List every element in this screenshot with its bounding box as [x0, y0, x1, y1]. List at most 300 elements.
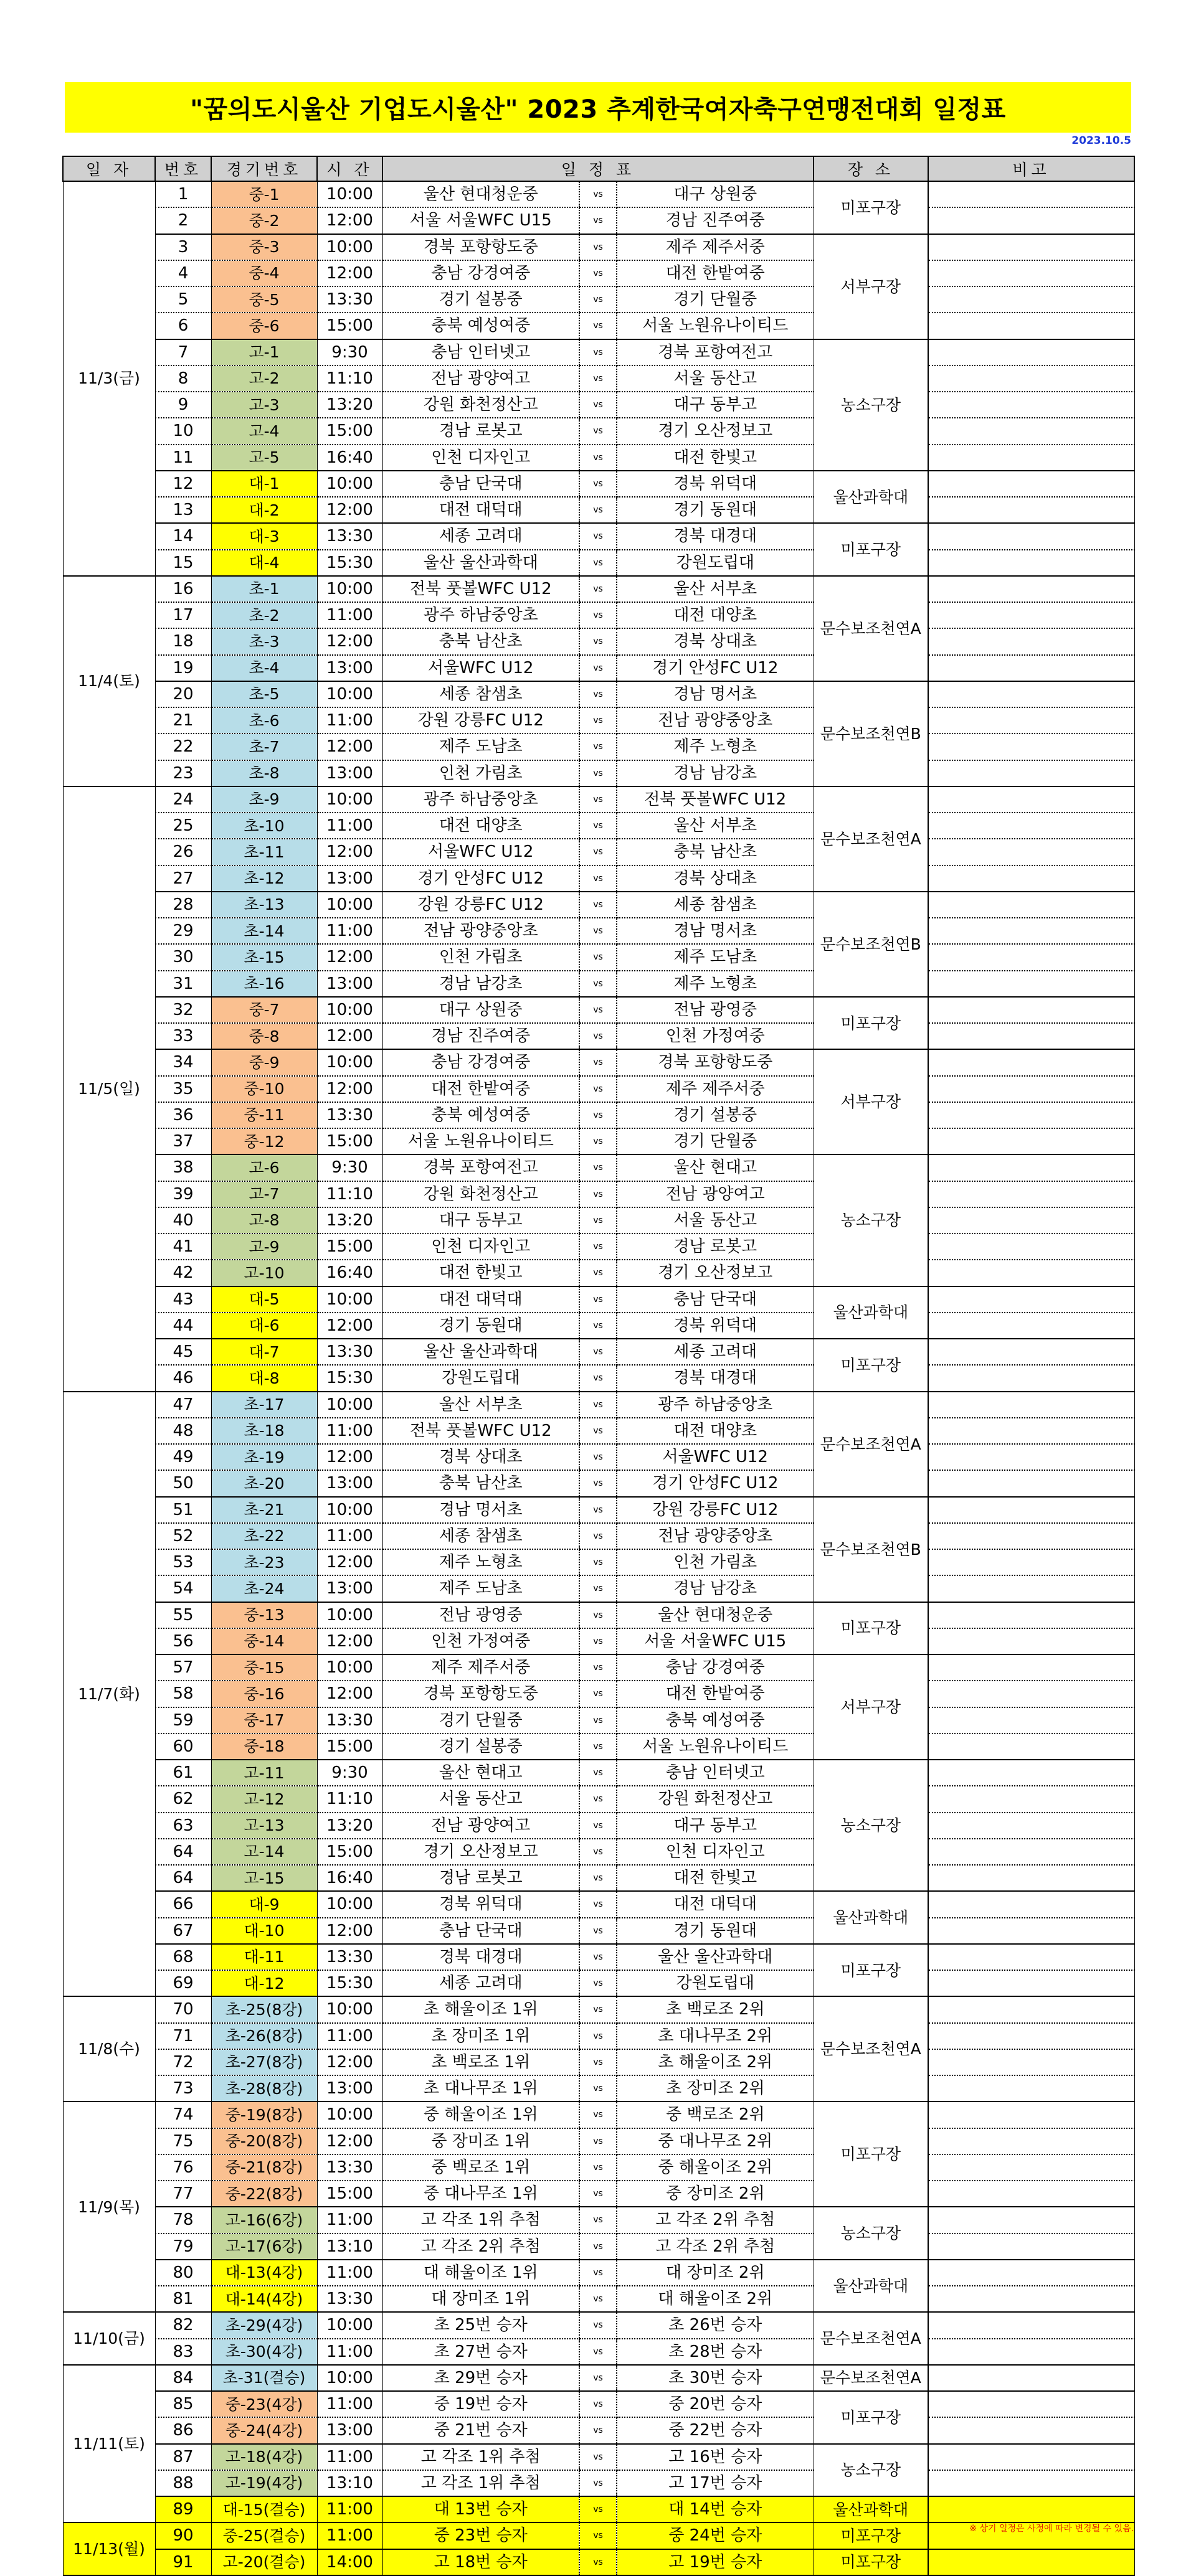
table-row: [63, 1497, 1134, 1523]
home-team: 대전 한빛고: [382, 1260, 579, 1286]
away-team: 초 30번 승자: [617, 2365, 814, 2391]
game-number-badge: 초-23: [211, 1549, 317, 1575]
home-team: 대구 상원중: [382, 997, 579, 1023]
match-number: 13: [155, 497, 211, 523]
table-row: [63, 366, 1134, 392]
table-row: [63, 2312, 1134, 2338]
note-cell: [928, 2234, 1134, 2260]
match-number: 60: [155, 1734, 211, 1760]
vs-label: vs: [579, 1497, 617, 1523]
vs-label: vs: [579, 1234, 617, 1260]
away-team: 초 28번 승자: [617, 2339, 814, 2365]
away-team: 전남 광양여고: [617, 1181, 814, 1207]
home-team: 대 장미조 1위: [382, 2286, 579, 2312]
match-number: 76: [155, 2154, 211, 2181]
note-cell: [928, 2496, 1134, 2522]
game-number-badge: 고-11: [211, 1760, 317, 1786]
game-number-badge: 중-14: [211, 1628, 317, 1654]
home-team: 충남 단국대: [382, 1918, 579, 1944]
match-number: 85: [155, 2391, 211, 2417]
match-number: 66: [155, 1891, 211, 1917]
home-team: 제주 도남초: [382, 734, 579, 760]
game-number-badge: 초-10: [211, 813, 317, 839]
kickoff-time: 10:00: [317, 234, 382, 260]
table-row: [63, 1944, 1134, 1970]
match-number: 55: [155, 1602, 211, 1628]
note-cell: [928, 1865, 1134, 1891]
away-team: 서울 동산고: [617, 1207, 814, 1234]
schedule-table: [62, 156, 1135, 2576]
match-number: 49: [155, 1444, 211, 1470]
home-team: 세종 참샘초: [382, 1523, 579, 1549]
table-row: [63, 445, 1134, 471]
vs-label: vs: [579, 1918, 617, 1944]
away-team: 대전 한빛고: [617, 445, 814, 471]
match-number: 23: [155, 760, 211, 786]
game-number-badge: 고-1: [211, 339, 317, 366]
home-team: 고 각조 1위 추첨: [382, 2470, 579, 2496]
game-number-badge: 초-1: [211, 576, 317, 602]
note-cell: [928, 1549, 1134, 1575]
note-cell: [928, 1813, 1134, 1839]
vs-label: vs: [579, 2154, 617, 2181]
kickoff-time: 10:00: [317, 786, 382, 813]
note-cell: [928, 1707, 1134, 1734]
vs-label: vs: [579, 1839, 617, 1865]
table-row: [63, 576, 1134, 602]
away-team: 초 26번 승자: [617, 2312, 814, 2338]
note-cell: [928, 313, 1134, 339]
match-number: 32: [155, 997, 211, 1023]
game-number-badge: 대-9: [211, 1891, 317, 1917]
kickoff-time: 11:10: [317, 366, 382, 392]
home-team: 강원 화천정산고: [382, 392, 579, 418]
away-team: 대 해울이조 2위: [617, 2286, 814, 2312]
game-number-badge: 대-6: [211, 1313, 317, 1339]
vs-label: vs: [579, 892, 617, 918]
kickoff-time: 10:00: [317, 1996, 382, 2022]
table-row: [63, 1602, 1134, 1628]
game-number-badge: 중-6: [211, 313, 317, 339]
game-number-badge: 초-30(4강): [211, 2339, 317, 2365]
table-row: [63, 2391, 1134, 2417]
match-number: 51: [155, 1497, 211, 1523]
home-team: 세종 고려대: [382, 1970, 579, 1996]
table-row: [63, 1181, 1134, 1207]
kickoff-time: 13:10: [317, 2470, 382, 2496]
table-row: [63, 1760, 1134, 1786]
kickoff-time: 13:00: [317, 2075, 382, 2102]
venue-cell: 농소구장: [814, 339, 928, 471]
table-row: [63, 1707, 1134, 1734]
venue-cell: 문수보조천연B: [814, 892, 928, 997]
document-date: 2023.10.5: [1071, 134, 1131, 147]
away-team: 중 대나무조 2위: [617, 2128, 814, 2154]
vs-label: vs: [579, 471, 617, 497]
vs-label: vs: [579, 1313, 617, 1339]
game-number-badge: 중-5: [211, 286, 317, 313]
home-team: 인천 가림초: [382, 760, 579, 786]
table-row: [63, 2286, 1134, 2312]
game-number-badge: 초-22: [211, 1523, 317, 1549]
game-number-badge: 초-31(결승): [211, 2365, 317, 2391]
game-number-badge: 중-9: [211, 1049, 317, 1075]
game-number-badge: 초-27(8강): [211, 2049, 317, 2075]
note-cell: [928, 655, 1134, 681]
vs-label: vs: [579, 234, 617, 260]
note-cell: [928, 576, 1134, 602]
note-cell: [928, 892, 1134, 918]
note-cell: [928, 2339, 1134, 2365]
table-row: [63, 471, 1134, 497]
kickoff-time: 15:30: [317, 550, 382, 576]
table-row: [63, 628, 1134, 654]
home-team: 전북 풋볼WFC U12: [382, 576, 579, 602]
kickoff-time: 11:00: [317, 1523, 382, 1549]
away-team: 초 대나무조 2위: [617, 2023, 814, 2049]
home-team: 서울 서울WFC U15: [382, 207, 579, 234]
match-number: 1: [155, 181, 211, 207]
note-cell: [928, 1365, 1134, 1391]
home-team: 고 각조 1위 추첨: [382, 2207, 579, 2233]
schedule-title: "꿈의도시울산 기업도시울산" 2023 추계한국여자축구연맹전대회 일정표: [65, 82, 1131, 133]
table-row: [63, 1076, 1134, 1102]
game-number-badge: 초-8: [211, 760, 317, 786]
home-team: 중 21번 승자: [382, 2417, 579, 2443]
note-cell: [928, 2391, 1134, 2417]
kickoff-time: 11:00: [317, 1418, 382, 1444]
home-team: 중 19번 승자: [382, 2391, 579, 2417]
away-team: 세종 참샘초: [617, 892, 814, 918]
game-number-badge: 고-8: [211, 1207, 317, 1234]
table-row: [63, 2260, 1134, 2286]
note-cell: [928, 2312, 1134, 2338]
game-number-badge: 초-16: [211, 971, 317, 997]
note-cell: [928, 1523, 1134, 1549]
table-row: [63, 892, 1134, 918]
home-team: 충남 강경여중: [382, 1049, 579, 1075]
away-team: 세종 고려대: [617, 1339, 814, 1365]
note-cell: [928, 445, 1134, 471]
home-team: 초 대나무조 1위: [382, 2075, 579, 2102]
match-number: 3: [155, 234, 211, 260]
venue-cell: 미포구장: [814, 1944, 928, 1997]
match-number: 78: [155, 2207, 211, 2233]
vs-label: vs: [579, 2549, 617, 2575]
vs-label: vs: [579, 1891, 617, 1917]
table-row: [63, 2549, 1134, 2575]
vs-label: vs: [579, 181, 617, 207]
note-cell: [928, 1734, 1134, 1760]
table-row: [63, 1418, 1134, 1444]
match-number: 81: [155, 2286, 211, 2312]
home-team: 중 해울이조 1위: [382, 2102, 579, 2128]
table-row: [63, 207, 1134, 234]
game-number-badge: 초-28(8강): [211, 2075, 317, 2102]
match-number: 26: [155, 839, 211, 865]
note-cell: [928, 1418, 1134, 1444]
note-cell: [928, 866, 1134, 892]
away-team: 경북 포항여전고: [617, 339, 814, 366]
vs-label: vs: [579, 339, 617, 366]
table-row: [63, 523, 1134, 549]
vs-label: vs: [579, 971, 617, 997]
away-team: 전북 풋볼WFC U12: [617, 786, 814, 813]
vs-label: vs: [579, 1575, 617, 1602]
kickoff-time: 11:00: [317, 707, 382, 734]
match-number: 7: [155, 339, 211, 366]
vs-label: vs: [579, 918, 617, 944]
away-team: 경기 단월중: [617, 286, 814, 313]
game-number-badge: 초-17: [211, 1392, 317, 1418]
note-cell: [928, 418, 1134, 444]
home-team: 경북 포항여전고: [382, 1154, 579, 1181]
header-date: 일 자: [63, 156, 155, 181]
table-row: [63, 1234, 1134, 1260]
date-cell: 11/4(토): [63, 576, 155, 786]
note-cell: [928, 550, 1134, 576]
home-team: 세종 참샘초: [382, 681, 579, 707]
table-row: [63, 866, 1134, 892]
note-cell: [928, 471, 1134, 497]
game-number-badge: 초-6: [211, 707, 317, 734]
header-schedule: 일 정 표: [382, 156, 814, 181]
away-team: 대전 대양초: [617, 1418, 814, 1444]
away-team: 충남 인터넷고: [617, 1760, 814, 1786]
game-number-badge: 대-4: [211, 550, 317, 576]
note-cell: [928, 681, 1134, 707]
game-number-badge: 고-16(6강): [211, 2207, 317, 2233]
kickoff-time: 12:00: [317, 1918, 382, 1944]
game-number-badge: 고-13: [211, 1813, 317, 1839]
match-number: 40: [155, 1207, 211, 1234]
home-team: 대구 동부고: [382, 1207, 579, 1234]
venue-cell: 미포구장: [814, 997, 928, 1050]
vs-label: vs: [579, 1865, 617, 1891]
away-team: 대구 동부고: [617, 1813, 814, 1839]
kickoff-time: 12:00: [317, 1023, 382, 1049]
vs-label: vs: [579, 760, 617, 786]
match-number: 20: [155, 681, 211, 707]
table-row: [63, 1128, 1134, 1154]
table-row: [63, 1575, 1134, 1602]
away-team: 중 24번 승자: [617, 2522, 814, 2549]
game-number-badge: 대-7: [211, 1339, 317, 1365]
table-row: [63, 2470, 1134, 2496]
table-row: [63, 1444, 1134, 1470]
match-number: 50: [155, 1470, 211, 1496]
table-row: [63, 1392, 1134, 1418]
kickoff-time: 9:30: [317, 339, 382, 366]
home-team: 경남 진주여중: [382, 1023, 579, 1049]
game-number-badge: 중-13: [211, 1602, 317, 1628]
vs-label: vs: [579, 313, 617, 339]
game-number-badge: 초-26(8강): [211, 2023, 317, 2049]
table-row: [63, 1286, 1134, 1313]
away-team: 경남 남강초: [617, 1575, 814, 1602]
kickoff-time: 10:00: [317, 1497, 382, 1523]
kickoff-time: 10:00: [317, 1891, 382, 1917]
game-number-badge: 초-19: [211, 1444, 317, 1470]
table-row: [63, 1918, 1134, 1944]
match-number: 59: [155, 1707, 211, 1734]
match-number: 61: [155, 1760, 211, 1786]
match-number: 30: [155, 944, 211, 970]
header-time: 시 간: [317, 156, 382, 181]
home-team: 대전 대덕대: [382, 1286, 579, 1313]
kickoff-time: 13:30: [317, 1339, 382, 1365]
kickoff-time: 11:00: [317, 918, 382, 944]
note-cell: [928, 1076, 1134, 1102]
table-row: [63, 813, 1134, 839]
note-cell: [928, 1339, 1134, 1365]
away-team: 제주 도남초: [617, 944, 814, 970]
kickoff-time: 13:10: [317, 2234, 382, 2260]
home-team: 중 백로조 1위: [382, 2154, 579, 2181]
note-cell: [928, 1760, 1134, 1786]
note-cell: [928, 2075, 1134, 2102]
match-number: 46: [155, 1365, 211, 1391]
kickoff-time: 10:00: [317, 1654, 382, 1681]
away-team: 경북 상대초: [617, 628, 814, 654]
game-number-badge: 대-13(4강): [211, 2260, 317, 2286]
home-team: 전남 광양여고: [382, 366, 579, 392]
away-team: 고 각조 2위 추첨: [617, 2207, 814, 2233]
away-team: 제주 제주서중: [617, 234, 814, 260]
note-cell: [928, 1602, 1134, 1628]
table-row: [63, 2365, 1134, 2391]
note-cell: [928, 2260, 1134, 2286]
away-team: 서울 노원유나이티드: [617, 313, 814, 339]
game-number-badge: 고-10: [211, 1260, 317, 1286]
kickoff-time: 13:00: [317, 866, 382, 892]
vs-label: vs: [579, 1023, 617, 1049]
home-team: 경북 상대초: [382, 1444, 579, 1470]
vs-label: vs: [579, 1260, 617, 1286]
vs-label: vs: [579, 1207, 617, 1234]
game-number-badge: 중-3: [211, 234, 317, 260]
vs-label: vs: [579, 1102, 617, 1128]
note-cell: [928, 2023, 1134, 2049]
kickoff-time: 10:00: [317, 2365, 382, 2391]
venue-cell: 문수보조천연B: [814, 681, 928, 786]
table-row: [63, 1628, 1134, 1654]
date-cell: 11/9(목): [63, 2102, 155, 2312]
kickoff-time: 12:00: [317, 734, 382, 760]
note-cell: [928, 734, 1134, 760]
match-number: 74: [155, 2102, 211, 2128]
match-number: 83: [155, 2339, 211, 2365]
kickoff-time: 12:00: [317, 1444, 382, 1470]
away-team: 경남 명서초: [617, 681, 814, 707]
header-venue: 장 소: [814, 156, 928, 181]
table-row: [63, 2154, 1134, 2181]
match-number: 17: [155, 602, 211, 628]
home-team: 경북 대경대: [382, 1944, 579, 1970]
vs-label: vs: [579, 1418, 617, 1444]
table-row: [63, 2444, 1134, 2470]
match-number: 9: [155, 392, 211, 418]
vs-label: vs: [579, 445, 617, 471]
kickoff-time: 12:00: [317, 1628, 382, 1654]
home-team: 중 23번 승자: [382, 2522, 579, 2549]
match-number: 10: [155, 418, 211, 444]
note-cell: [928, 1102, 1134, 1128]
note-cell: [928, 1996, 1134, 2022]
away-team: 경기 단월중: [617, 1128, 814, 1154]
note-cell: [928, 366, 1134, 392]
match-number: 14: [155, 523, 211, 549]
table-row: [63, 681, 1134, 707]
kickoff-time: 15:30: [317, 1970, 382, 1996]
table-row: [63, 1470, 1134, 1496]
kickoff-time: 13:20: [317, 1813, 382, 1839]
game-number-badge: 고-15: [211, 1865, 317, 1891]
kickoff-time: 14:00: [317, 2549, 382, 2575]
away-team: 대전 한밭여중: [617, 260, 814, 286]
vs-label: vs: [579, 2102, 617, 2128]
kickoff-time: 12:00: [317, 944, 382, 970]
vs-label: vs: [579, 260, 617, 286]
home-team: 경남 명서초: [382, 1497, 579, 1523]
kickoff-time: 15:30: [317, 1365, 382, 1391]
match-number: 21: [155, 707, 211, 734]
vs-label: vs: [579, 1049, 617, 1075]
table-row: [63, 786, 1134, 813]
kickoff-time: 13:00: [317, 760, 382, 786]
vs-label: vs: [579, 1444, 617, 1470]
venue-cell: 문수보조천연A: [814, 576, 928, 681]
kickoff-time: 13:20: [317, 1207, 382, 1234]
kickoff-time: 15:00: [317, 418, 382, 444]
match-number: 73: [155, 2075, 211, 2102]
kickoff-time: 13:00: [317, 1575, 382, 1602]
match-number: 22: [155, 734, 211, 760]
away-team: 경북 위덕대: [617, 1313, 814, 1339]
venue-cell: 농소구장: [814, 1760, 928, 1891]
vs-label: vs: [579, 207, 617, 234]
note-cell: [928, 2154, 1134, 2181]
table-row: [63, 655, 1134, 681]
vs-label: vs: [579, 655, 617, 681]
date-cell: 11/7(화): [63, 1392, 155, 1997]
match-number: 36: [155, 1102, 211, 1128]
note-cell: [928, 1470, 1134, 1496]
kickoff-time: 11:00: [317, 2522, 382, 2549]
game-number-badge: 중-25(결승): [211, 2522, 317, 2549]
note-cell: [928, 1207, 1134, 1234]
home-team: 경기 설봉중: [382, 286, 579, 313]
vs-label: vs: [579, 2444, 617, 2470]
note-cell: [928, 1128, 1134, 1154]
note-cell: [928, 1313, 1134, 1339]
game-number-badge: 고-4: [211, 418, 317, 444]
kickoff-time: 12:00: [317, 207, 382, 234]
away-team: 울산 현대고: [617, 1154, 814, 1181]
match-number: 16: [155, 576, 211, 602]
kickoff-time: 9:30: [317, 1154, 382, 1181]
match-number: 45: [155, 1339, 211, 1365]
note-cell: [928, 1786, 1134, 1812]
table-row: [63, 1023, 1134, 1049]
kickoff-time: 15:00: [317, 1234, 382, 1260]
table-row: [63, 339, 1134, 366]
match-number: 67: [155, 1918, 211, 1944]
away-team: 대전 대양초: [617, 602, 814, 628]
game-number-badge: 고-18(4강): [211, 2444, 317, 2470]
home-team: 경남 로봇고: [382, 1865, 579, 1891]
note-cell: [928, 1681, 1134, 1707]
